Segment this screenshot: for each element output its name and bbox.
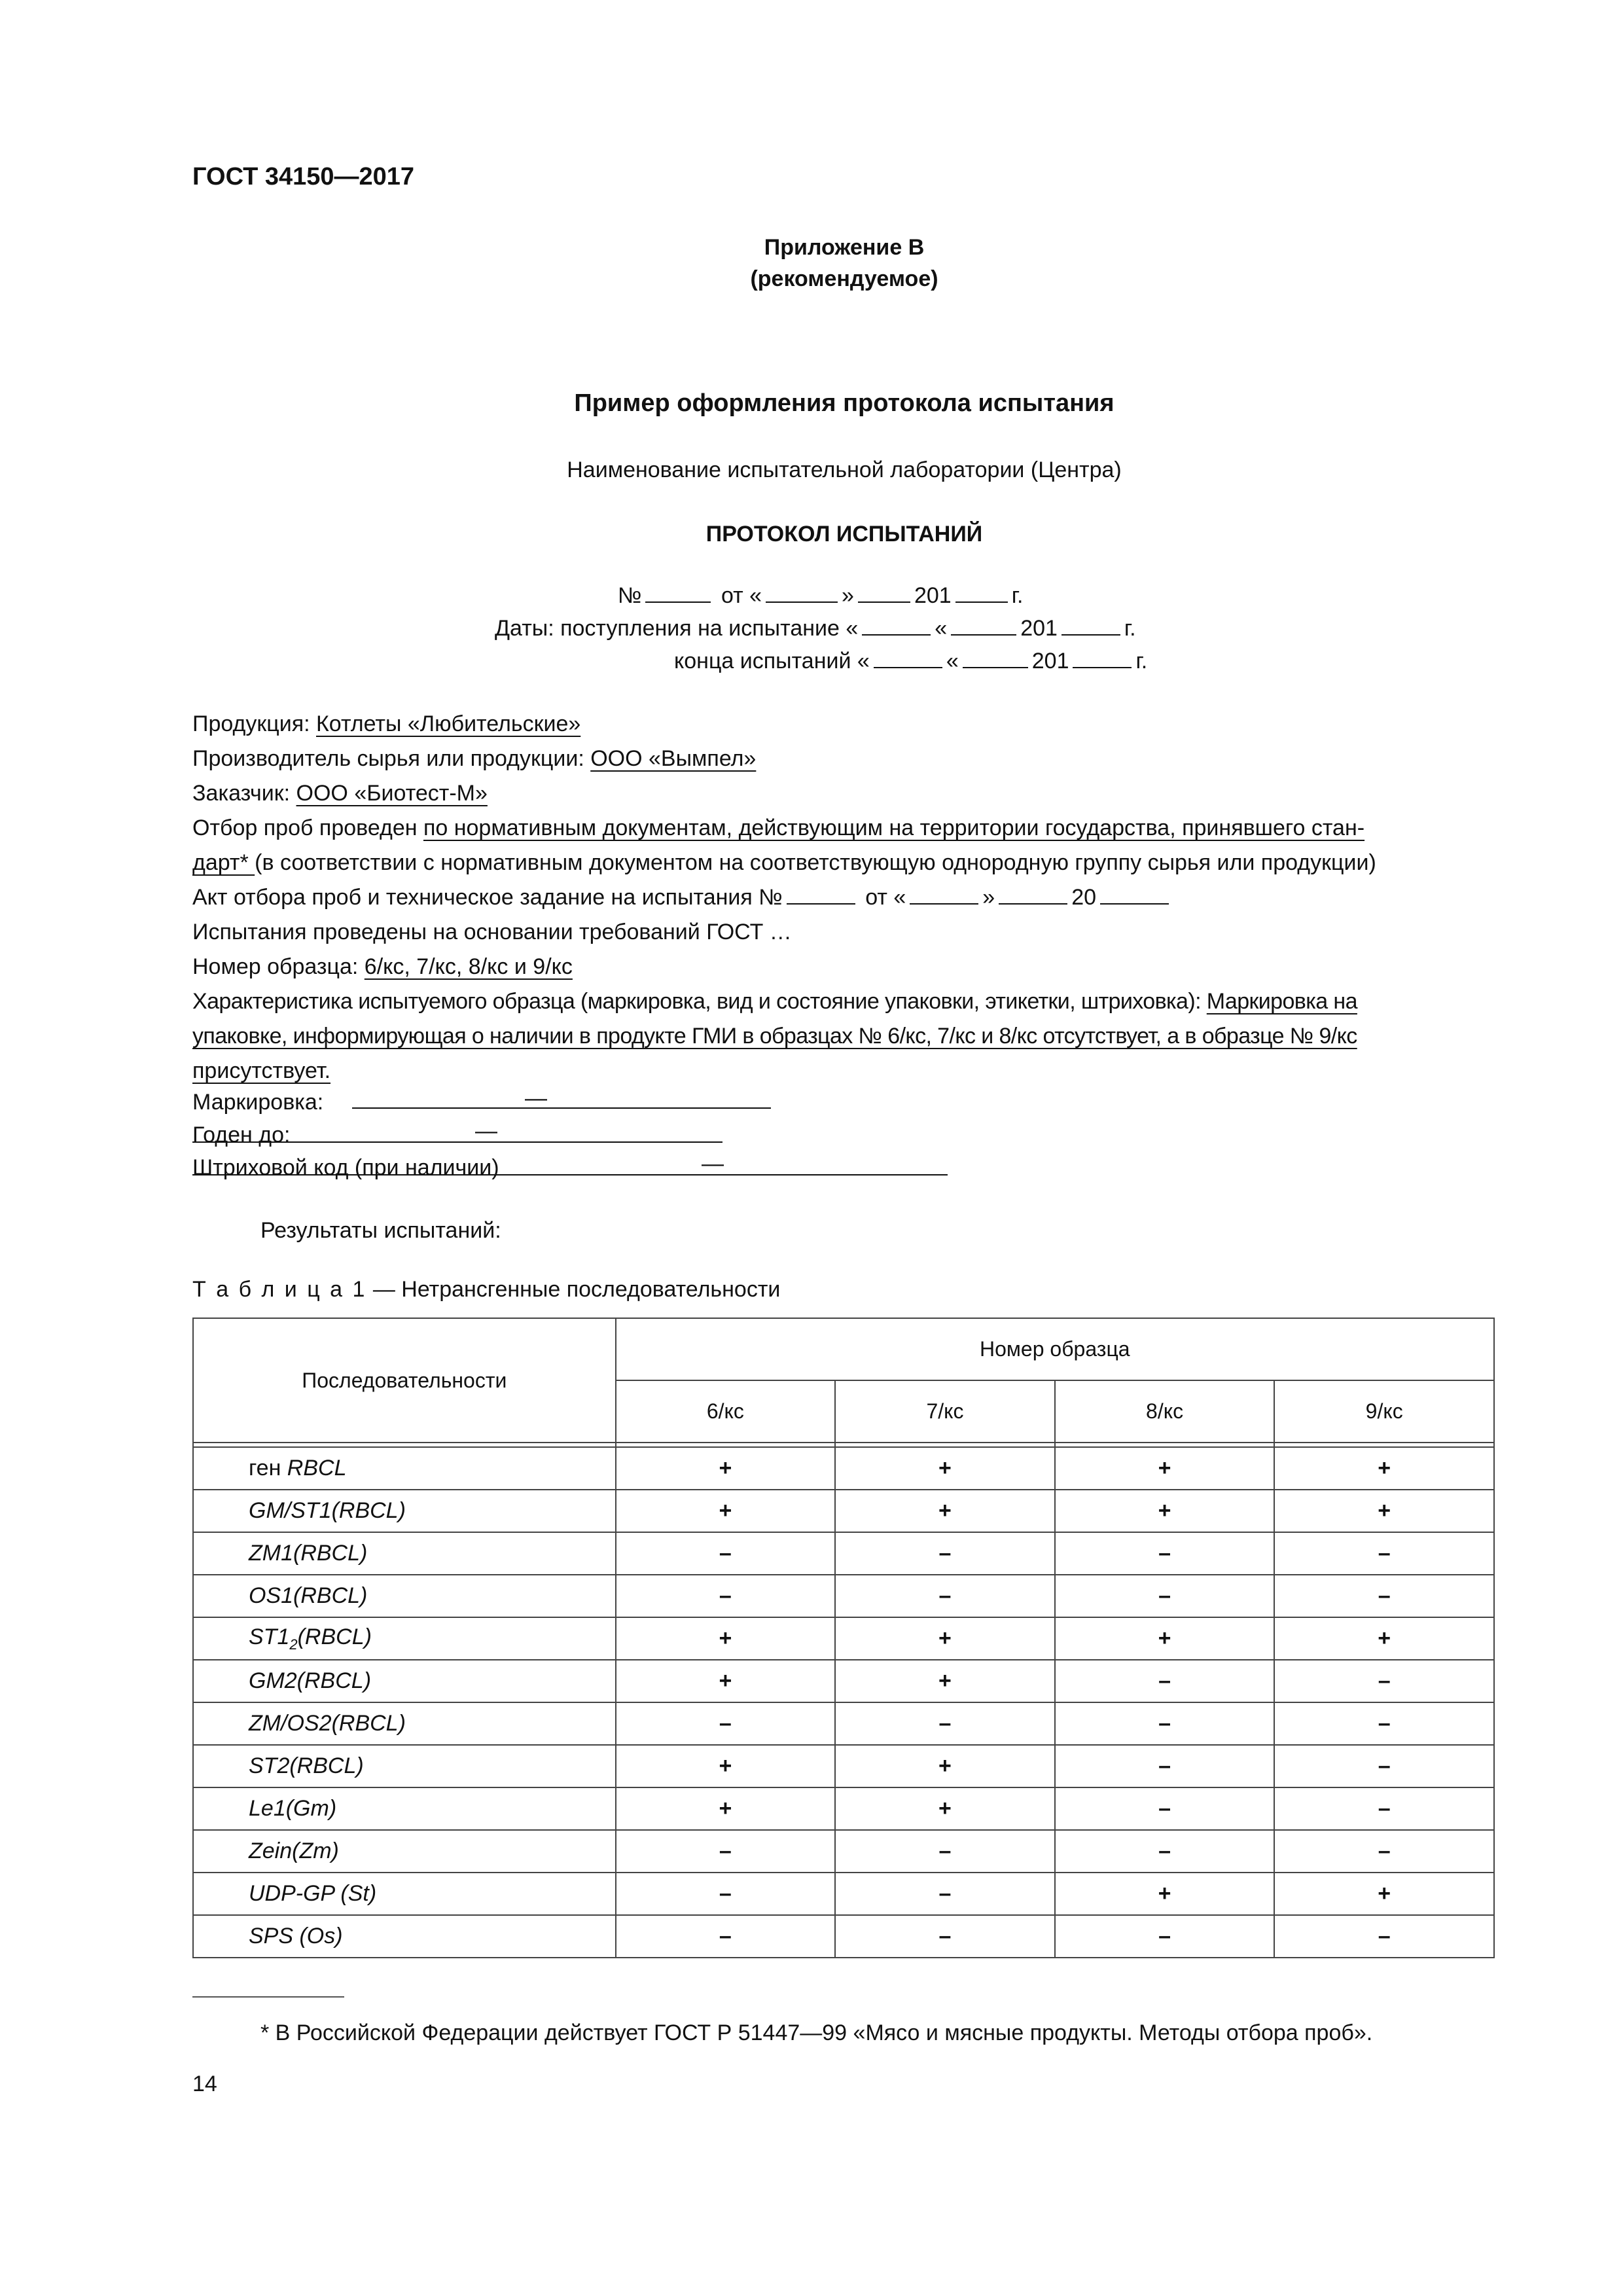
act-month-blank[interactable]	[999, 884, 1067, 905]
result-cell: –	[1055, 1787, 1275, 1830]
result-cell: –	[835, 1575, 1055, 1617]
sequence-name	[193, 1532, 616, 1575]
characteristic-line-2	[192, 1019, 1357, 1053]
result-cell: +	[616, 1787, 836, 1830]
table-row	[193, 1702, 1494, 1745]
basis-line: Испытания проведены на основании требований ГОСТ …	[192, 920, 792, 944]
sequence-name	[193, 1787, 616, 1830]
producer-label: Производитель сырья или продукции:	[192, 746, 591, 771]
act-year-blank[interactable]	[1100, 884, 1169, 905]
result-cell: +	[835, 1660, 1055, 1702]
end-day-blank[interactable]	[874, 647, 942, 668]
act-label: Акт отбора проб и техническое задание на испытания №	[192, 885, 783, 910]
dates-label: Даты: поступления на испытание «	[495, 616, 859, 641]
sampling-value-3: (в соответствии с нормативным документом на соответствующую однородную группу сырья или продукции)	[255, 850, 1376, 875]
act-day-blank[interactable]	[910, 884, 978, 905]
lab-name: Наименование испытательной лаборатории (Центра)	[567, 457, 1122, 482]
table-row	[193, 1787, 1494, 1830]
result-cell: –	[1055, 1660, 1275, 1702]
end-year-suffix: г.	[1135, 649, 1148, 673]
sequence-name	[193, 1745, 616, 1787]
result-cell: +	[1274, 1490, 1494, 1532]
result-cell: –	[616, 1702, 836, 1745]
header-sample-number: Номер образца	[616, 1318, 1494, 1380]
appendix-title: Приложение В	[764, 235, 925, 260]
sampling-value-1: по нормативным документам, действующим на территории государства, принявшего стан-	[423, 816, 1365, 840]
sequence-name	[193, 1702, 616, 1745]
header-sequences: Последовательности	[193, 1318, 616, 1443]
appendix-type: (рекомендуемое)	[750, 266, 938, 291]
result-cell: –	[1274, 1575, 1494, 1617]
sequence-name	[193, 1915, 616, 1958]
sequence-label: Zein(Zm)	[249, 1839, 339, 1863]
result-cell: +	[1274, 1873, 1494, 1915]
result-cell: –	[835, 1532, 1055, 1575]
result-cell: –	[1055, 1915, 1275, 1958]
result-cell: –	[1274, 1830, 1494, 1873]
product-label: Продукция:	[192, 711, 316, 736]
table-caption-text: — Нетрансгенные последовательности	[366, 1277, 781, 1302]
table-caption-prefix: Т а б л и ц а 1	[192, 1277, 367, 1302]
result-cell: +	[835, 1745, 1055, 1787]
result-cell: –	[616, 1575, 836, 1617]
result-cell: +	[616, 1745, 836, 1787]
sequence-name	[193, 1830, 616, 1873]
from-label: от «	[721, 583, 762, 608]
producer-value: ООО «Вымпел»	[590, 746, 757, 771]
table-row	[193, 1660, 1494, 1702]
results-table	[192, 1318, 1495, 1958]
result-cell: +	[1055, 1617, 1275, 1660]
result-cell: +	[1055, 1447, 1275, 1490]
result-cell: +	[1274, 1447, 1494, 1490]
result-cell: –	[1274, 1702, 1494, 1745]
result-cell: –	[835, 1830, 1055, 1873]
received-year-prefix: 201	[1020, 616, 1058, 641]
char-value-2: упаковке, информирующая о наличии в продукте ГМИ в образцах № 6/кс, 7/кс и 8/кс отсутствует, а в образце № 9/кс	[192, 1024, 1357, 1049]
result-cell: –	[1274, 1915, 1494, 1958]
sequence-name	[193, 1575, 616, 1617]
sequence-name	[193, 1617, 616, 1660]
sequence-label: SPS (Os)	[249, 1924, 343, 1948]
result-cell: –	[1274, 1745, 1494, 1787]
month-blank[interactable]	[858, 582, 910, 603]
received-year-suffix: г.	[1124, 616, 1136, 641]
result-cell: –	[1055, 1702, 1275, 1745]
table-caption	[192, 1272, 780, 1306]
sequence-label: Le1(Gm)	[249, 1796, 337, 1821]
sample-number-line	[192, 950, 573, 984]
header-sample-6: 6/кс	[616, 1380, 836, 1443]
doc-code: ГОСТ 34150—2017	[192, 163, 415, 190]
sequence-label: ZM/OS2(RBCL)	[249, 1711, 406, 1736]
table-row	[193, 1617, 1494, 1660]
result-cell: +	[835, 1490, 1055, 1532]
result-cell: –	[1274, 1532, 1494, 1575]
table-row	[193, 1490, 1494, 1532]
day-blank[interactable]	[766, 582, 838, 603]
results-label: Результаты испытаний:	[260, 1218, 501, 1243]
sequence-name	[193, 1873, 616, 1915]
result-cell: +	[1055, 1873, 1275, 1915]
end-month-blank[interactable]	[963, 647, 1028, 668]
table-row	[193, 1745, 1494, 1787]
customer-label: Заказчик:	[192, 781, 296, 806]
year-blank[interactable]	[955, 582, 1008, 603]
marking-line	[192, 1085, 323, 1119]
table-row	[193, 1830, 1494, 1873]
sequence-label: UDP-GP (St)	[249, 1881, 377, 1906]
sequence-label: GM/ST1(RBCL)	[249, 1498, 406, 1523]
product-line	[192, 707, 580, 741]
result-cell: –	[835, 1873, 1055, 1915]
result-cell: –	[1055, 1745, 1275, 1787]
sequence-name	[193, 1660, 616, 1702]
footnote-rule	[192, 1996, 344, 1998]
header-sample-8: 8/кс	[1055, 1380, 1275, 1443]
section-title: Пример оформления протокола испытания	[574, 389, 1115, 417]
customer-line	[192, 776, 488, 810]
act-line	[192, 880, 1173, 914]
act-year: 20	[1071, 885, 1097, 910]
sequence-label: OS1(RBCL)	[249, 1583, 368, 1608]
sequence-prefix: ген	[249, 1456, 287, 1480]
characteristic-line-1	[192, 984, 1357, 1018]
result-cell: +	[835, 1447, 1055, 1490]
char-value-1: Маркировка на	[1206, 989, 1357, 1014]
sequence-subscript: 2	[289, 1636, 298, 1653]
sequence-name	[193, 1447, 616, 1490]
result-cell: –	[1274, 1787, 1494, 1830]
header-sample-9: 9/кс	[1274, 1380, 1494, 1443]
sampling-line-2	[192, 846, 1376, 880]
result-cell: –	[616, 1873, 836, 1915]
close-quote: »	[842, 583, 854, 608]
result-cell: –	[1055, 1830, 1275, 1873]
table-row	[193, 1447, 1494, 1490]
sampling-line-1	[192, 811, 1364, 845]
sequence-label: GM2(RBCL)	[249, 1668, 372, 1693]
result-cell: –	[1055, 1532, 1275, 1575]
marking-label: Маркировка:	[192, 1090, 324, 1115]
result-cell: –	[616, 1830, 836, 1873]
act-quote: »	[982, 885, 995, 910]
table-row	[193, 1532, 1494, 1575]
number-blank[interactable]	[645, 582, 711, 603]
end-year-prefix: 201	[1031, 649, 1069, 673]
result-cell: +	[616, 1660, 836, 1702]
result-cell: +	[616, 1617, 836, 1660]
expiry-dash: —	[475, 1119, 497, 1143]
open-quote: «	[935, 616, 948, 641]
page-number: 14	[192, 2072, 217, 2096]
protocol-number-line	[618, 579, 1023, 613]
result-cell: –	[835, 1702, 1055, 1745]
marking-dash: —	[525, 1086, 547, 1111]
year-suffix: г.	[1011, 583, 1024, 608]
char-label: Характеристика испытуемого образца (маркировка, вид и состояние упаковки, этикетки, штриховка):	[192, 989, 1207, 1014]
year-prefix: 201	[914, 583, 952, 608]
barcode-label: Штриховой код (при наличии)	[192, 1155, 499, 1180]
result-cell: –	[835, 1915, 1055, 1958]
sequence-label: ST2(RBCL)	[249, 1753, 364, 1778]
footnote: * В Российской Федерации действует ГОСТ Р 51447—99 «Мясо и мясные продукты. Методы отбора проб».	[260, 2020, 1373, 2045]
result-cell: +	[1274, 1617, 1494, 1660]
sample-no-label: Номер образца:	[192, 954, 365, 979]
number-label: №	[618, 583, 642, 608]
char-value-3: присутствует.	[192, 1058, 331, 1083]
result-cell: –	[1055, 1575, 1275, 1617]
product-value: Котлеты «Любительские»	[316, 711, 581, 736]
sequence-label: RBCL	[287, 1456, 347, 1480]
expiry-blank[interactable]	[192, 1141, 722, 1143]
result-cell: +	[616, 1447, 836, 1490]
received-month-blank[interactable]	[951, 615, 1016, 636]
dates-received-line	[495, 611, 1136, 645]
received-year-blank[interactable]	[1061, 615, 1120, 636]
dates-end-line	[674, 644, 1147, 678]
result-cell: –	[1274, 1660, 1494, 1702]
result-cell: –	[616, 1915, 836, 1958]
end-year-blank[interactable]	[1073, 647, 1132, 668]
received-day-blank[interactable]	[862, 615, 931, 636]
act-number-blank[interactable]	[787, 884, 855, 905]
protocol-title: ПРОТОКОЛ ИСПЫТАНИЙ	[705, 522, 983, 547]
result-cell: +	[1055, 1490, 1275, 1532]
barcode-blank[interactable]	[192, 1174, 948, 1175]
result-cell: +	[835, 1617, 1055, 1660]
sequence-name	[193, 1490, 616, 1532]
sample-no-value: 6/кс, 7/кс, 8/кс и 9/кс	[364, 954, 573, 979]
characteristic-line-3	[192, 1054, 330, 1088]
producer-line	[192, 742, 756, 776]
table-row	[193, 1873, 1494, 1915]
header-separator	[193, 1443, 1494, 1447]
sequence-label: ST1	[249, 1624, 290, 1649]
header-sample-7: 7/кс	[835, 1380, 1055, 1443]
sequence-label: ZM1(RBCL)	[249, 1541, 368, 1566]
end-open-quote: «	[946, 649, 959, 673]
customer-value: ООО «Биотест-М»	[296, 781, 488, 806]
result-cell: +	[616, 1490, 836, 1532]
sampling-value-2: дарт*	[192, 850, 255, 875]
sampling-label: Отбор проб проведен	[192, 816, 423, 840]
sequence-tail: (RBCL)	[297, 1624, 372, 1649]
end-label: конца испытаний «	[674, 649, 870, 673]
table-row	[193, 1575, 1494, 1617]
table-row	[193, 1915, 1494, 1958]
act-from: от «	[865, 885, 906, 910]
expiry-label: Годен до:	[192, 1122, 291, 1147]
marking-blank[interactable]	[352, 1107, 771, 1109]
barcode-dash: —	[702, 1151, 724, 1176]
result-cell: +	[835, 1787, 1055, 1830]
result-cell: –	[616, 1532, 836, 1575]
